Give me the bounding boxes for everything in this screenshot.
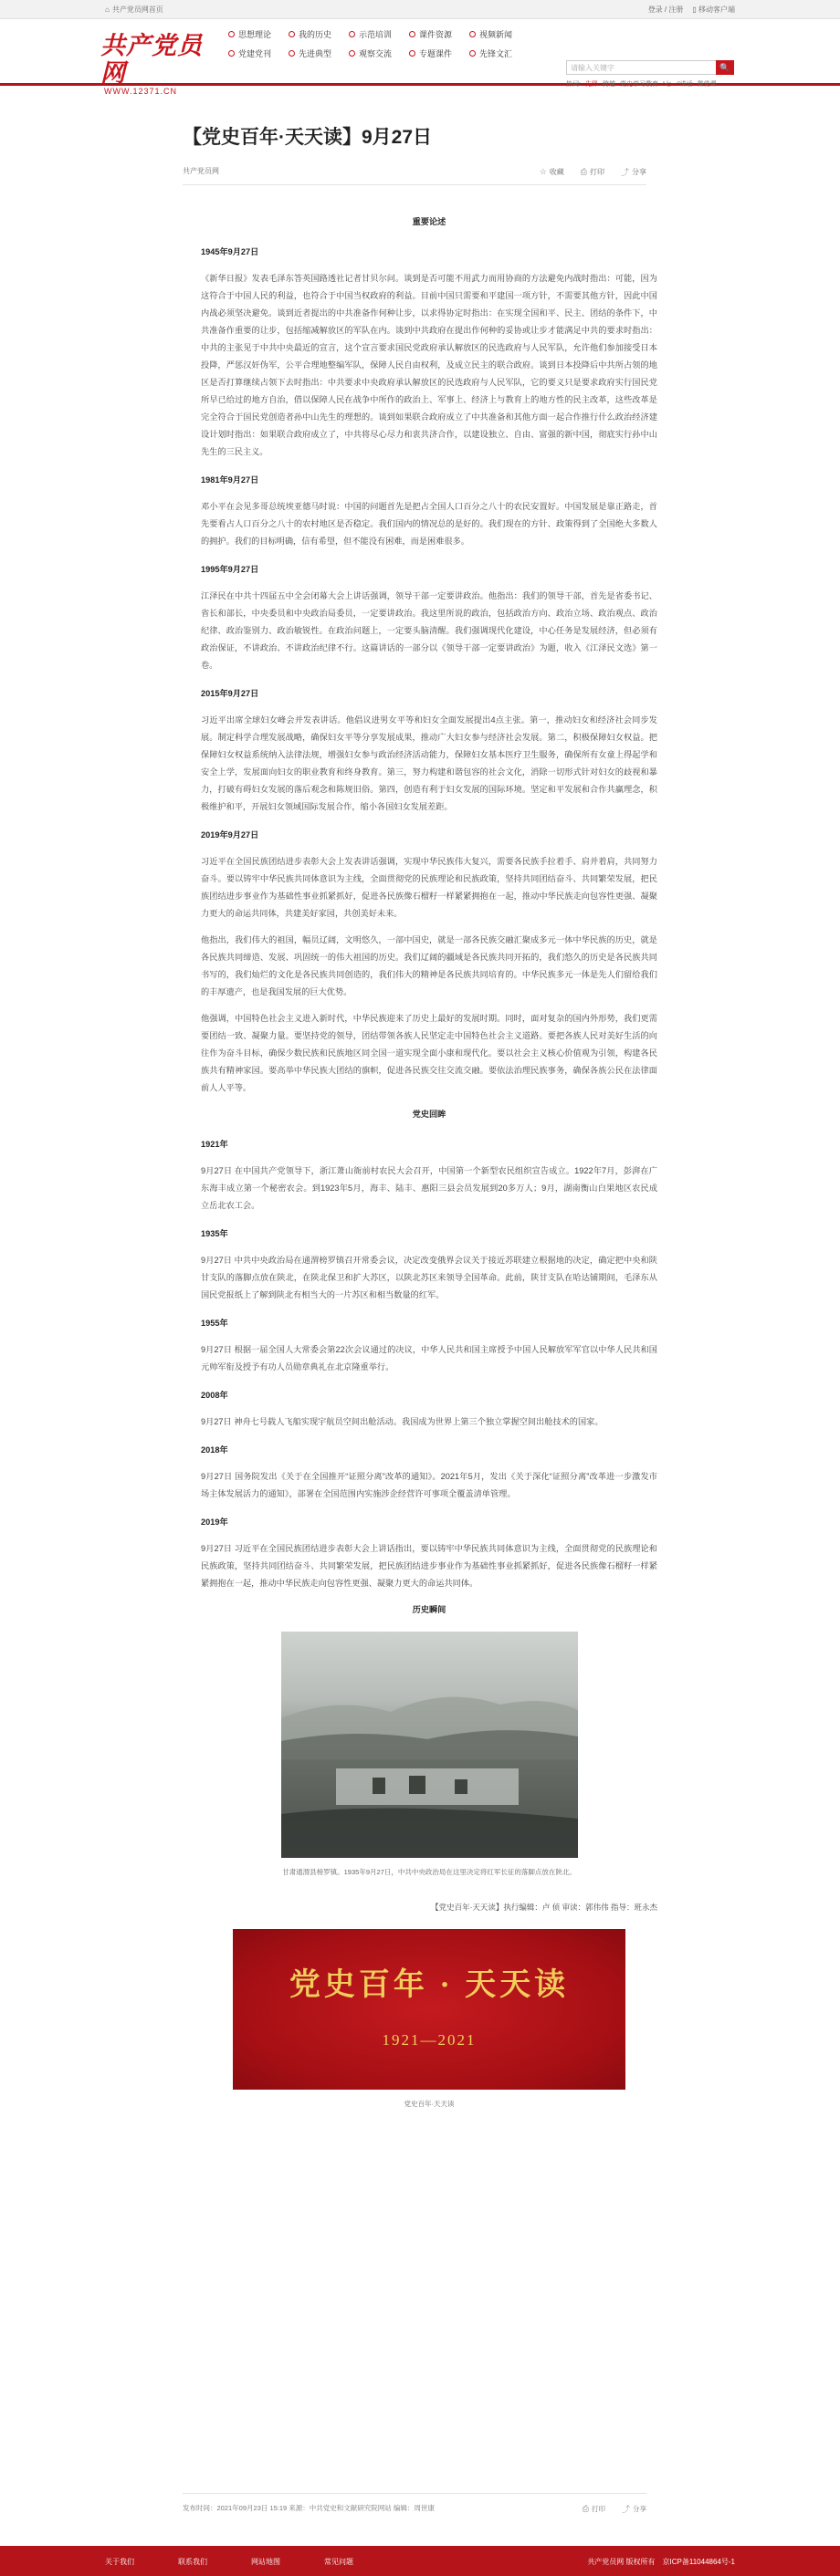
year-heading: 2018年 [201, 1445, 228, 1455]
share-icon: ⤴ [621, 2505, 630, 2514]
nav-item[interactable]: 先锋文汇 [469, 47, 530, 59]
section-heading: 重要论述 [412, 217, 446, 226]
nav-dot-icon [228, 31, 235, 37]
footer-link[interactable]: 网站地图 [251, 2558, 280, 2566]
year-heading: 1955年 [201, 1319, 228, 1328]
hotword-link[interactable]: 跨越 [602, 81, 615, 88]
publish-meta: 发布时间：2021年09月23日 15:19 来源：中共党史和文献研究院网站 编辑：周世康 [183, 2504, 435, 2512]
nav-item[interactable]: 我的历史 [289, 28, 349, 40]
print-button[interactable]: ⎙ 打印 [580, 167, 604, 176]
login-link[interactable]: 登录 [647, 5, 663, 14]
article-paragraph: 习近平出席全球妇女峰会并发表讲话。他倡议进男女平等和妇女全面发展提出4点主张。第一，推动妇女和经济社会同步发展。制定科学合理发展战略，确保妇女平等分享发展成果，推动广大妇女参与经济社会发展。第二，积极保障妇女权益。把保障妇女权益系统纳入法律法规，增强妇女参与政治经济活动能力，保障妇女基本医疗卫生服务，确保所有女童上得起学和安全上学，发展面向妇女的职业教育和终身教育。第三，努力构建和谐包容的社会文化，消除一切形式针对妇女的歧视和暴力，打破有碍妇女发展的落后观念和陈规旧俗。第四，创造有利于妇女发展的国际环境。坚定和平发展和合作共赢理念，积极维护和平，开展妇女领域国际发展合作，缩小各国妇女发展差距。 [201, 715, 657, 811]
year-heading: 2019年 [201, 1517, 228, 1527]
article-paragraph: 他强调，中国特色社会主义进入新时代，中华民族迎来了历史上最好的发展时期。同时，面对复杂的国内外形势，我们更需要团结一致、凝聚力量。要坚持党的领导，团结带领各族人民坚定走中国特色社会主义道路。要把各族人民对美好生活的向往作为奋斗目标，确保少数民族和民族地区同全国一道实现全面小康和现代化。要以社会主义核心价值观为引领，构建各民族共有精神家园。要高举中华民族大团结的旗帜，促进各民族交往交流交融。要依法治理民族事务，确保各族公民在法律面前人人平等。 [201, 1014, 657, 1092]
nav-item[interactable]: 专题课件 [409, 47, 469, 59]
article-paragraph: 9月27日 国务院发出《关于在全国推开“证照分离”改革的通知》。2021年5月，发出《关于深化“证照分离”改革进一步激发市场主体发展活力的通知》，部署在全国范围内实施涉企经营许可事项全覆盖清单管理。 [201, 1472, 657, 1498]
article-paragraph: 9月27日 在中国共产党领导下，浙江萧山衙前村农民大会召开，中国第一个新型农民组织宣告成立。1922年7月，彭湃在广东海丰成立第一个秘密农会。到1923年5月，海丰、陆丰、惠阳三县会员发展到20多万人；9月，湖南衡山白果地区农民成立岳北农工会。 [201, 1166, 657, 1210]
article-paragraph: 习近平在全国民族团结进步表彰大会上发表讲话强调，实现中华民族伟大复兴，需要各民族手拉着手、肩并着肩，共同努力奋斗。要以铸牢中华民族共同体意识为主线，全面贯彻党的民族理论和民族政策，坚持共同团结奋斗、共同繁荣发展，把民族团结进步事业作为基础性事业抓紧抓好，促进各民族像石榴籽一样紧紧拥抱在一起，推动中华民族走向包容性更强、凝聚力更大的命运共同体，共建美好家园，共创美好未来。 [201, 857, 657, 918]
nav-dot-icon [349, 31, 355, 37]
search-input[interactable]: 请输入关键字 [566, 60, 734, 75]
article-paragraph: 9月27日 中共中央政治局在通渭榜罗镇召开常委会议，决定改变俄界会议关于接近苏联建立根据地的决定，确定把中央和陕甘支队的落脚点放在陕北，在陕北保卫和扩大苏区，以陕北苏区来领导全国革命。此前，陕甘支队在哈达铺期间，毛泽东从国民党报纸上了解到陕北有相当大的一片苏区和相当数量的红军。 [201, 1256, 657, 1299]
year-heading: 1995年9月27日 [201, 565, 259, 574]
mobile-link[interactable]: ▯ 移动客户端 [692, 5, 735, 14]
banner-years: 1921—2021 [382, 2031, 477, 2049]
share-button[interactable]: ⤴ 分享 [621, 2505, 646, 2514]
year-heading: 1935年 [201, 1229, 228, 1238]
hotword-link[interactable]: 先锋 [584, 81, 598, 88]
nav-dot-icon [469, 31, 476, 37]
section-heading: 党史回眸 [412, 1110, 446, 1119]
historical-photo-drawing [281, 1632, 578, 1858]
footer-link[interactable]: 联系我们 [178, 2558, 207, 2566]
phone-icon: ▯ [692, 5, 697, 14]
hotwords: 热词: 先锋 跨越 党史学习教育 “七一”讲话 微党课 [566, 81, 717, 88]
year-heading: 2019年9月27日 [201, 830, 259, 840]
article-paragraph: 9月27日 习近平在全国民族团结进步表彰大会上讲话指出，要以铸牢中华民族共同体意识为主线，全面贯彻党的民族理论和民族政策，坚持共同团结奋斗、共同繁荣发展，把民族团结进步事业作为基础性事业抓紧抓好，促进各民族像石榴籽一样紧紧拥抱在一起，推动中华民族走向包容性更强、凝聚力更大的命运共同体。 [201, 1544, 657, 1588]
search-button[interactable] [716, 60, 734, 75]
top-bar-left [105, 5, 163, 15]
star-icon: ☆ [539, 167, 547, 176]
nav-dot-icon [469, 50, 476, 57]
article-paragraph: 《新华日报》发表毛泽东答英国路透社记者甘贝尔问。谈到是否可能不用武力而用协商的方法避免内战时指出：可能，因为这符合于中国人民的利益，也符合于中国当权政府的利益。目前中国只需要和平建国一项方针，不需要其他方针，因此中国内战必须坚决避免。谈到近者提出的中共准备作何种让步，以求得协定时指出：在实现全国和平、民主、团结的条件下，中共准备作重要的让步，包括缩减解放区的军队在内。谈到中共政府在提出作何种的妥协或让步才能满足中共的要求时指出：中共的主张见于中共中央最近的宣言，这个宣言要求国民党政府承认解放区的民选政府与人民军队，允许他们参加接受日本投降，严惩汉奸伪军，公平合理地整编军队，保障人民自由权利，及成立民主的联合政府。谈到日本投降后中共所占领的地区是否打算继续占领下去时指出：中共要求中央政府承认解放区的民选政府与人民军队，它的要义只是要求政府实行国民党所早已给过的地方自治，借以保障人民在战争中所作的政治上、军事上、经济上与教育上的地方性的民主改革，这些改革是完全符合于国民党创造者孙中山先生的理想的。谈到如果联合政府成立了中共准备和其他方面一起合作推行什么政治经济建设计划时指出：如果联合政府成立了，中共将尽心尽力和衷共济合作，以建设独立、自由、富强的新中国，彻底实行孙中山先生的三民主义。 [201, 274, 657, 456]
nav-item[interactable]: 思想理论 [228, 28, 289, 40]
nav-item[interactable]: 先进典型 [289, 47, 349, 59]
article-tools [540, 166, 646, 178]
hotword-link[interactable]: “七一”讲话 [662, 81, 693, 88]
top-bar [0, 0, 840, 19]
year-heading: 1945年9月27日 [201, 247, 259, 256]
year-heading: 1981年9月27日 [201, 475, 259, 485]
banner-caption: 党史百年·天天读 [404, 2100, 455, 2108]
article-body [201, 208, 657, 2131]
article-paragraph: 邓小平在会见多哥总统埃亚德马时说：中国的问题首先是把占全国人口百分之八十的农民安置好。中国发展是靠正路走，首先要看占人口百分之八十的农村地区是否稳定。我们国内的情况总的是好的。我们现在的方针、政策得到了全国绝大多数人的拥护。我们的目标明确，信有希望，但不能没有困难，而是困难很多。 [201, 502, 657, 546]
print-button[interactable]: ⎙ 打印 [582, 2504, 605, 2513]
print-icon: ⎙ [582, 2504, 589, 2513]
nav-dot-icon [289, 31, 295, 37]
print-icon: ⎙ [580, 167, 587, 176]
nav-dot-icon [349, 50, 355, 57]
nav-item[interactable]: 观察交流 [349, 47, 409, 59]
page-title: 【党史百年·天天读】9月27日 [183, 127, 433, 148]
banner-title: 党史百年 · 天天读 [289, 1968, 570, 2002]
bottom-tools [583, 2503, 646, 2515]
year-heading: 2015年9月27日 [201, 689, 259, 698]
article-paragraph: 9月27日 神舟七号载人飞船实现宇航员空间出舱活动。我国成为世界上第三个独立掌握空间出舱技术的国家。 [201, 1417, 604, 1426]
footer-copyright: 共产党员网 版权所有 京ICP备11044864号-1 [587, 2558, 735, 2566]
nav-item[interactable]: 党建党刊 [228, 47, 289, 59]
nav-dot-icon [409, 50, 415, 57]
historical-photo [281, 1632, 578, 1858]
nav-item[interactable]: 视频新闻 [469, 28, 530, 40]
home-icon: ⌂ [105, 5, 110, 14]
editor-credit: 【党史百年·天天读】执行编辑：卢 侦 审读：郭伟伟 指导：班永杰 [431, 1903, 657, 1912]
home-link[interactable]: 共产党员网首页 [111, 5, 163, 14]
nav-dot-icon [409, 31, 415, 37]
section-heading: 历史瞬间 [412, 1605, 446, 1614]
footer-link[interactable]: 常见问题 [324, 2558, 353, 2566]
nav-dot-icon [228, 50, 235, 57]
nav-item[interactable]: 示范培训 [349, 28, 409, 40]
nav-dot-icon [289, 50, 295, 57]
top-bar-right: 登录 / 注册 ▯ 移动客户端 [647, 5, 735, 14]
footer-link[interactable]: 关于我们 [105, 2558, 134, 2566]
year-heading: 1921年 [201, 1140, 228, 1149]
publish-info [183, 2493, 646, 2518]
photo-caption: 甘肃通渭县榜罗镇。1935年9月27日，中共中央政治局在这里决定将红军长征的落脚点放在陕北。 [282, 1868, 576, 1876]
nav-item[interactable]: 课件资源 [409, 28, 469, 40]
article-meta [183, 166, 646, 185]
article-paragraph: 他指出，我们伟大的祖国，幅员辽阔，文明悠久，一部中国史，就是一部各民族交融汇聚成多元一体中华民族的历史，就是各民族共同缔造、发展、巩固统一的伟大祖国的历史。我们辽阔的疆域是各民族共同开拓的，我们悠久的历史是各民族共同书写的，我们灿烂的文化是各民族共同创造的，我们伟大的精神是各民族共同培育的。中华民族多元一体是先人们留给我们的丰厚遗产，也是我国发展的巨大优势。 [201, 935, 657, 996]
article-paragraph: 9月27日 根据一届全国人大常委会第22次会议通过的决议，中华人民共和国主席授予中国人民解放军军官以中华人民共和国元帅军衔及授予有功人员勋章典礼在北京隆重举行。 [201, 1345, 657, 1371]
main-nav [228, 28, 590, 59]
search-icon: 🔍 [719, 63, 730, 72]
share-button[interactable]: ⤴ 分享 [620, 168, 646, 177]
share-icon: ⤴ [620, 168, 629, 177]
site-footer [0, 2546, 840, 2576]
article-paragraph: 江泽民在中共十四届五中全会闭幕大会上讲话强调，领导干部一定要讲政治。他指出：我们的领导干部，首先是省委书记、省长和部长，中央委员和中央政治局委员，一定要讲政治。我这里所说的政治，包括政治方向、政治立场、政治观点、政治纪律、政治鉴别力、政治敏锐性。在政治问题上，一定要头脑清醒。我们强调现代化建设，中心任务是发展经济，但必须有政治保证，不讲政治、不讲政治纪律不行。这篇讲话的一部分以《领导干部一定要讲政治》为题，收入《江泽民文选》第一卷。 [201, 591, 657, 670]
footer-links [105, 2557, 353, 2567]
site-header [0, 19, 840, 96]
hotword-link[interactable]: 微党课 [697, 81, 717, 88]
article-source: 共产党员网 [183, 167, 219, 175]
year-heading: 2008年 [201, 1391, 228, 1400]
site-logo[interactable]: 共产党员网 WWW.12371.CN [100, 32, 203, 96]
register-link[interactable]: 注册 [668, 5, 684, 14]
series-banner [233, 1929, 625, 2090]
hotword-link[interactable]: 党史学习教育 [619, 81, 658, 88]
favorite-button[interactable]: ☆ 收藏 [539, 167, 564, 176]
